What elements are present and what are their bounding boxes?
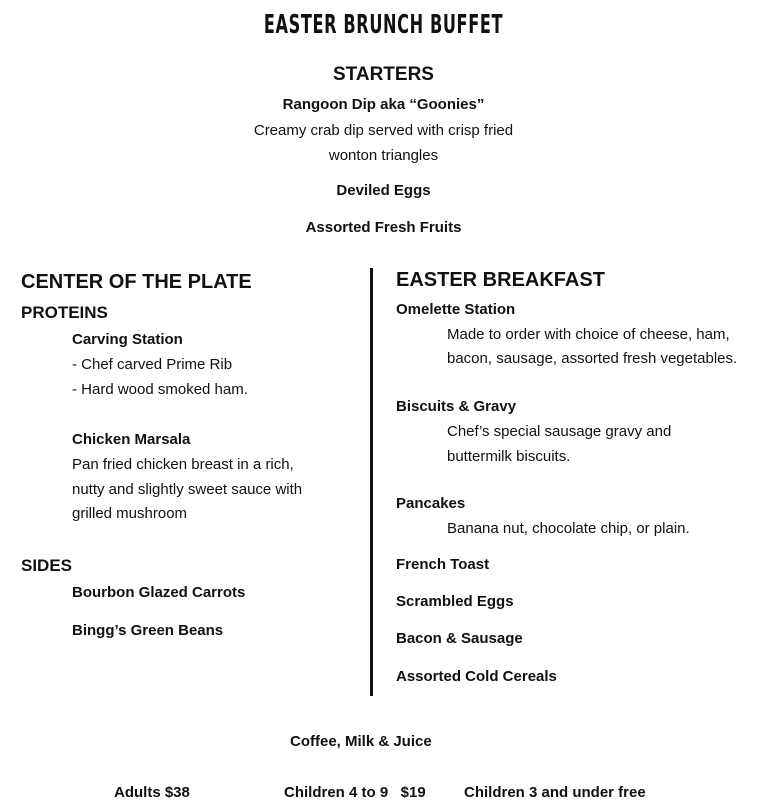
proteins-heading: PROTEINS bbox=[21, 303, 108, 322]
rangoon-dip-desc-line1: Creamy crab dip served with crisp fried bbox=[253, 122, 514, 139]
bacon-sausage-item: Bacon & Sausage bbox=[396, 630, 523, 647]
carving-line-1: - Chef carved Prime Rib bbox=[72, 356, 233, 373]
column-divider bbox=[370, 268, 373, 696]
marsala-line-1: Pan fried chicken breast in a rich, bbox=[72, 456, 294, 473]
center-of-plate-heading: CENTER OF THE PLATE bbox=[21, 271, 252, 293]
biscuits-line-1: Chef’s special sausage gravy and bbox=[447, 423, 672, 440]
french-toast-item: French Toast bbox=[396, 556, 490, 573]
price-children-4-9: Children 4 to 9 $19 bbox=[284, 784, 426, 801]
pancakes-line-1: Banana nut, chocolate chip, or plain. bbox=[447, 520, 690, 537]
easter-breakfast-heading: EASTER BREAKFAST bbox=[396, 269, 605, 291]
price-adults: Adults $38 bbox=[114, 784, 190, 801]
cold-cereals-item: Assorted Cold Cereals bbox=[396, 668, 557, 685]
menu-title: EASTER BRUNCH BUFFET bbox=[263, 10, 504, 40]
chicken-marsala-name: Chicken Marsala bbox=[72, 431, 191, 448]
rangoon-dip-name: Rangoon Dip aka “Goonies” bbox=[282, 96, 485, 113]
starters-heading: STARTERS bbox=[333, 64, 434, 85]
biscuits-gravy-name: Biscuits & Gravy bbox=[396, 398, 517, 415]
pancakes-name: Pancakes bbox=[396, 495, 466, 512]
biscuits-line-2: buttermilk biscuits. bbox=[447, 448, 571, 465]
side-bourbon-carrots: Bourbon Glazed Carrots bbox=[72, 584, 246, 601]
marsala-line-2: nutty and slightly sweet sauce with bbox=[72, 481, 303, 498]
drinks-line: Coffee, Milk & Juice bbox=[290, 733, 432, 750]
side-green-beans: Bingg’s Green Beans bbox=[72, 622, 224, 639]
fresh-fruits-item: Assorted Fresh Fruits bbox=[305, 219, 462, 236]
omelette-line-1: Made to order with choice of cheese, ham, bbox=[447, 326, 730, 343]
omelette-station-name: Omelette Station bbox=[396, 301, 516, 318]
price-children-3-under: Children 3 and under free bbox=[464, 784, 646, 801]
sides-heading: SIDES bbox=[21, 556, 73, 575]
scrambled-eggs-item: Scrambled Eggs bbox=[396, 593, 514, 610]
carving-line-2: - Hard wood smoked ham. bbox=[72, 381, 248, 398]
deviled-eggs-item: Deviled Eggs bbox=[336, 182, 431, 199]
marsala-line-3: grilled mushroom bbox=[72, 505, 188, 522]
carving-station-name: Carving Station bbox=[72, 331, 183, 348]
omelette-line-2: bacon, sausage, assorted fresh vegetables. bbox=[447, 350, 738, 367]
rangoon-dip-desc-line2: wonton triangles bbox=[328, 147, 439, 164]
